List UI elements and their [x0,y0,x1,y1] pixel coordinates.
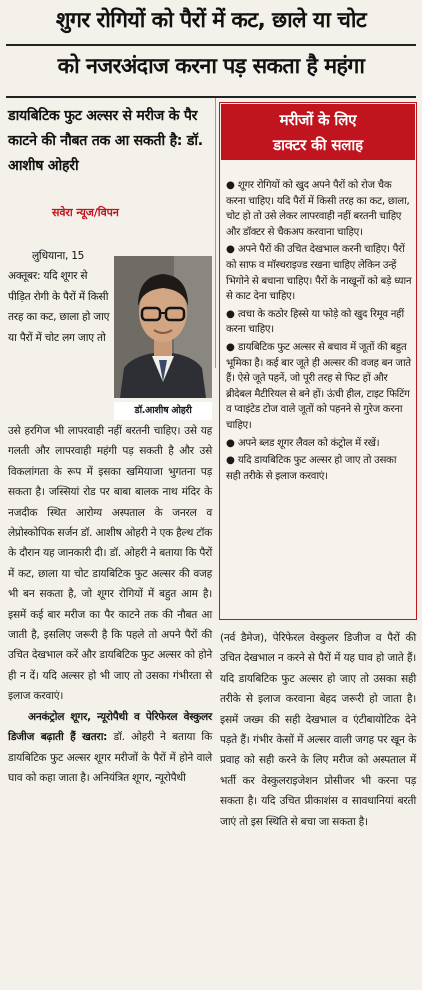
photo-caption: डॉ.आशीष ओहरी [114,402,212,420]
bullet-icon: ● [226,341,238,353]
article-dateline: लुधियाना, 15 अक्तूबर: यदि शूगर से पीड़ित रोगी के पैरों में किसी तरह का कट, छाला हो जाए या पैरों में चोट लग जाए तो [8,250,110,344]
bullet-icon: ● [226,437,238,449]
byline: सवेरा न्यूज/विपन [52,206,119,219]
article-right-column [220,628,416,832]
article-paragraph-2 [8,707,212,789]
advice-item-text: त्वचा के कठोर हिस्से या फोड़े को खुद रिमूव नहीं करना चाहिए। [226,308,404,336]
doctor-portrait-illustration [114,256,212,398]
bullet-icon: ● [226,455,238,467]
article-paragraph-1: उसे हरगिज भी लापरवाही नहीं बरतनी चाहिए। उसे यह गलती और लापरवाही महंगी पड़ सकती है और उसे विकलांगता के रूप में इसका खमियाजा भुगतना पड़ सकता है। जस्सियां रोड पर बाबा बालक नाथ मंदिर के नजदीक स्थित आरोग्य अस्पताल के जनरल व लेप्रोस्कोपिक सर्जन डॉ. आशीष ओहरी ने एक हैल्थ टॉक के दौरान यह जानकारी दी। डॉ. ओहरी ने बताया कि पैरों में कट, छाला या चोट डायबिटिक फुट अल्सर की वजह भी बन सकता है, जो शूगर रोगियों में बहुत आम है। इसमें कई बार मरीज का पैर काटने तक की नौबत आ जाती है, इसलिए जरूरी है कि पहले तो अपने पैरों की उचित देखभाल करें और डायबिटिक फुट अल्सर को होने ही न दें। यदि अल्सर हो भी जाए तो उसका गंभीरता से इलाज करवाएं। [8,425,212,703]
bullet-icon: ● [226,244,238,256]
advice-item [226,340,412,434]
advice-item-text: अपने पैरों की उचित देखभाल करनी चाहिए। पैरों को साफ व मॉस्चराइज्ड रखना चाहिए लेकिन उन्हें भिगोने से बचाना चाहिए। पैरों के नाखूनों को बड़े ध्यान से काट देना चाहिए। [226,244,412,303]
advice-box-title [221,104,415,160]
bullet-icon: ● [226,180,238,191]
advice-item-text: अपने ब्लड शूगर लैवल को कंट्रोल में रखें। [237,437,380,449]
headline-bottom-rule [6,96,416,98]
article-left-column [8,421,212,788]
article-paragraph-2-text: डॉ. ओहरी ने बताया कि डायबिटिक फुट अल्सर शूगर मरीजों के पैरों में होने वाले घाव को कहा जाता है। अनियंत्रित शूगर, न्यूरोपैथी [8,731,213,784]
advice-item [226,178,412,240]
subheadline: डायबिटिक फुट अल्सर से मरीज के पैर काटने की नौबत तक आ सकती है: डॉ. आशीष ओहरी [8,108,203,174]
advice-item [226,453,412,484]
advice-item-text: शूगर रोगियों को खुद अपने पैरों को रोज चैक करना चाहिए। यदि पैरों में किसी तरह का कट, छाला, चोट हो तो उसे लेकर लापरवाही नहीं बरतनी चाहिए और डॉक्टर से चैकअप करवाना चाहिए। [226,180,410,238]
advice-item [226,436,412,452]
headline-line-1: शुगर रोगियों को पैरों में कट, छाले या चोट [55,8,367,33]
headline-divider [6,44,416,46]
advice-item [226,242,412,304]
article-dateline-block [8,246,112,348]
advice-box-title-line-2: डाक्टर की सलाह [273,136,363,154]
advice-item-text: यदि डायबिटिक फुट अल्सर हो जाए तो उसका सही तरीके से इलाज करवाएं। [226,455,397,482]
article-paragraph-2-continued: (नर्व डैमेज), पेरिफेरल वेस्कुलर डिजीज व पैरों की उचित देखभाल न करने से पैरों में यह घाव हो जाते हैं। यदि डायबिटिक फुट अल्सर हो जाए तो उसका सही तरीके से इलाज करवाना बेहद जरूरी हो जाता है। इसमें जख्म की सही देखभाल व एंटीबायोटिक देने पड़ते हैं। गंभीर केसों में अल्सर वाली जगह पर खून के प्रवाह को सही करने के लिए मरीज को अस्पताल में भर्ती कर वेस्कुलराइजेशन प्रोसीजर भी करना पड़ सकता है। यदि उचित प्रीकाशंस व सावधानियां बरती जाएं तो इस स्थिति से बचा जा सकता है। [220,632,416,828]
headline-line-2: को नजरअंदाज करना पड़ सकता है महंगा [57,54,365,79]
advice-list [226,178,412,486]
doctor-photo [114,256,212,398]
advice-item-text: डायबिटिक फुट अल्सर से बचाव में जूतों की बहुत भूमिका है। कई बार जूते ही अल्सर की वजह बन जाते हैं। ऐसे जूते पहनें, जो पूरी तरह से फिट हों और ब्रीदेबल मैटीरियल से बने हों। ऊंची हील, टाइट फिटिंग व प्वाइंटेड टोज वाले जूतों को पहनने से गुरेज करना चाहिए। [226,341,411,431]
advice-box-title-line-1: मरीजों के लिए [279,111,357,129]
advice-item [226,307,412,338]
bullet-icon: ● [226,308,238,320]
article-subhead-2: अनकंट्रोल शूगर, न्यूरोपैथी व पेरिफेरल वेस्कुलर डिजीज बढ़ाती हैं खतरा: [8,710,212,744]
